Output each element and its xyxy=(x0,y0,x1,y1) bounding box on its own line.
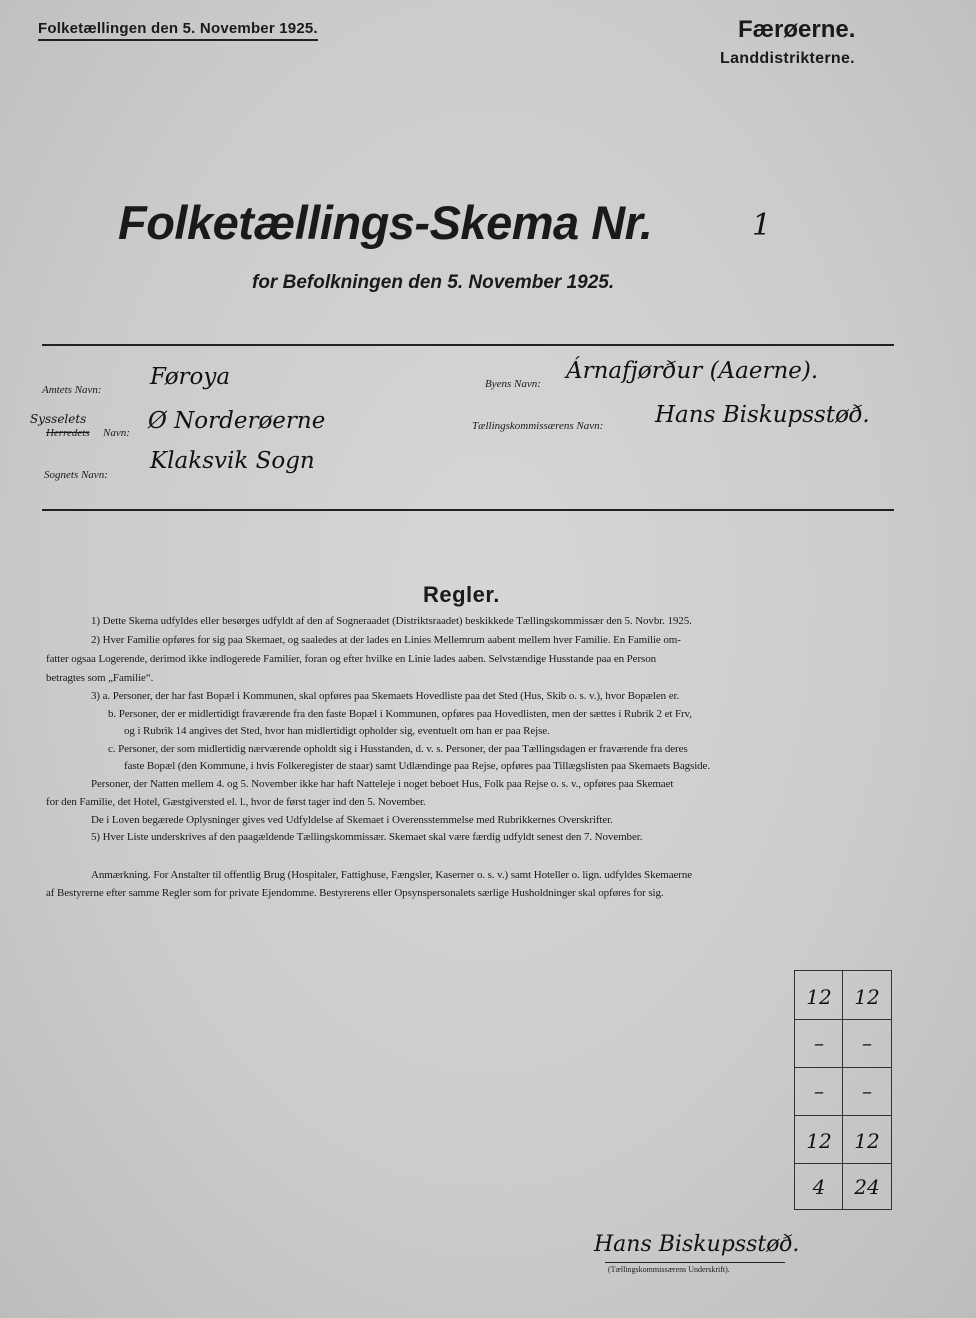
rule-line-5: 3) a. Personer, der har fast Bopæl i Kommunen, skal opføres paa Skemaets Hovedliste paa det Sted (Hus, Skib o. s. v.), hvor Bopælen er. xyxy=(91,690,680,702)
sogn-label: Sognets Navn: xyxy=(44,469,108,481)
rule-line-11: for den Familie, det Hotel, Gæstgiversted el. l., hvor de først tager ind den 5. November. xyxy=(46,796,426,808)
rule-line-7: og i Rubrik 14 angives det Sted, hvor han midlertidigt opholder sig, eventuelt om han er paa Rejse. xyxy=(124,725,550,737)
header-census-date: Folketællingen den 5. November 1925. xyxy=(38,20,318,41)
rule-line-12: De i Loven begærede Oplysninger gives ved Udfyldelse af Skemaet i Overensstemmelse med Rubrikkernes Overskrifter. xyxy=(91,814,613,826)
tally-box xyxy=(794,970,892,1210)
kommissaer-value: Hans Biskupsstøð. xyxy=(655,402,870,428)
signature-line xyxy=(605,1262,785,1263)
rule-line-1: 1) Dette Skema udfyldes eller besørges udfyldt af den af Sogneraadet (Distriktsraadet) beskikkede Tællingskommissær den 5. Novbr. 1925. xyxy=(91,615,692,627)
header-district-type: Landdistrikterne. xyxy=(720,50,855,67)
tally-r2-c1: – xyxy=(814,1031,824,1055)
tally-total-right: 24 xyxy=(854,1175,880,1199)
amt-label: Amtets Navn: xyxy=(42,384,102,396)
kommissaer-label: Tællingskommissærens Navn: xyxy=(472,420,604,432)
divider-top xyxy=(42,344,894,346)
signature-name: Hans Biskupsstøð. xyxy=(594,1232,800,1257)
amt-value: Føroya xyxy=(150,364,231,390)
rule-line-13: 5) Hver Liste underskrives af den paagældende Tællingskommissær. Skemaet skal være færdig udfyldt senest den 7. November. xyxy=(91,831,643,843)
sogn-value: Klaksvik Sogn xyxy=(150,448,315,474)
form-subtitle: for Befolkningen den 5. November 1925. xyxy=(252,272,615,293)
syssel-value: Ø Norderøerne xyxy=(148,408,326,434)
note-line-2: af Bestyrerne efter samme Regler som for private Ejendomme. Bestyrerens eller Opsynspersonalets særlige Husholdninger skal opføres for sig. xyxy=(46,887,664,899)
tally-total-left: 4 xyxy=(812,1175,826,1199)
tally-r3-c2: – xyxy=(862,1079,872,1103)
tally-r4-c1: 12 xyxy=(806,1129,832,1153)
form-number: 1 xyxy=(752,208,772,243)
tally-r4-c2: 12 xyxy=(854,1129,880,1153)
by-value: Árnafjørður (Aaerne). xyxy=(566,358,819,384)
syssel-label: Navn: xyxy=(103,427,130,439)
rule-line-3: fatter ogsaa Logerende, derimod ikke indlogerede Familier, foran og efter hvilke en Linie lades aaben. Selvstændige Husstande paa en Person xyxy=(46,653,657,665)
tally-r1-c1: 12 xyxy=(806,985,832,1009)
herred-struck-label: Herredets xyxy=(46,427,90,439)
rule-line-6: b. Personer, der er midlertidigt fraværende fra den faste Bopæl i Kommunen, opføres paa Hovedlisten, men der sættes i Rubrik 2 et Frv, xyxy=(108,708,692,720)
tally-r3-c1: – xyxy=(814,1079,824,1103)
signature-caption: (Tællingskommissærens Underskrift). xyxy=(608,1265,730,1274)
tally-r1-c2: 12 xyxy=(854,985,880,1009)
syssel-handwritten: Sysselets xyxy=(30,412,87,426)
header-region: Færøerne. xyxy=(738,16,856,43)
rule-line-2: 2) Hver Familie opføres for sig paa Skemaet, og saaledes at der lades en Linies Mellemrum aabent mellem hver Familie. En Familie om- xyxy=(91,634,681,646)
tally-r2-c2: – xyxy=(862,1031,872,1055)
rule-line-9: faste Bopæl (den Kommune, i hvis Folkeregister de staar) samt Udlændinge paa Rejse, opføres paa Tillægslisten paa Skemaets Bagside. xyxy=(124,760,710,772)
rule-line-4: betragtes som „Familie“. xyxy=(46,672,154,684)
rule-line-10: Personer, der Natten mellem 4. og 5. November ikke har haft Natteleje i noget beboet Hus, Folk paa Rejse o. s. v., opføres paa Skemaet xyxy=(91,778,674,790)
by-label: Byens Navn: xyxy=(485,378,541,390)
form-title: Folketællings-Skema Nr. xyxy=(118,196,653,249)
rule-line-8: c. Personer, der som midlertidig nærværende opholdt sig i Husstanden, d. v. s. Personer, der paa Tællingsdagen er fraværende fra deres xyxy=(108,743,688,755)
rules-title: Regler. xyxy=(423,582,500,607)
divider-bottom xyxy=(42,509,894,511)
note-line-1: Anmærkning. For Anstalter til offentlig Brug (Hospitaler, Fattighuse, Fængsler, Kaserner o. s. v.) samt Hoteller o. lign. udfyldes Skemaerne xyxy=(91,869,693,881)
